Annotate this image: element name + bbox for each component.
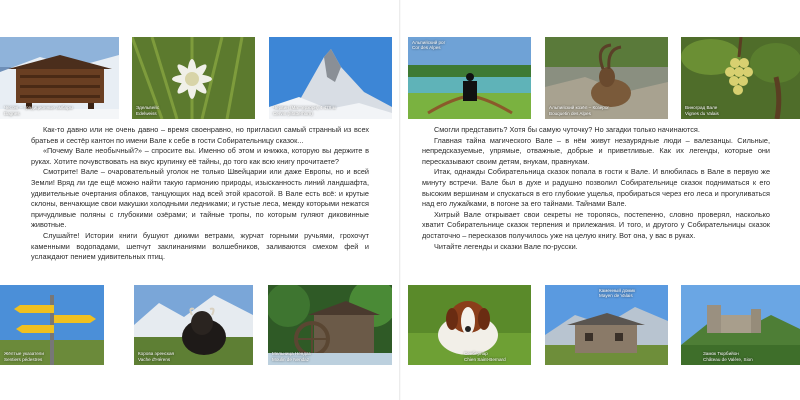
right-paragraph: Читайте легенды и сказки Вале по-русски.: [434, 241, 578, 251]
photo-matterhorn-caption: Червин (Маттерхорн) 4 478 м Cervin (Matterhorn): [273, 105, 336, 116]
page-gutter: [399, 0, 401, 400]
photo-alphorn: [408, 37, 531, 119]
right-paragraph: Итак, однажды Собирательница сказок попала в гости к Вале. И влюбилась в Вале в первую же минуту встречи. Вале был в духе и радушно позволил Собирательнице сказок подниматься к его высоким вершинам и спускаться в его глубокие ущелья, пробираться через его леса и прогуливаться над его лужайками, в погоне за его тайнами. Тайнами Вале.: [422, 167, 770, 209]
right-paragraph: Смогли представить? Хотя бы самую чуточку? Но загадки только начинаются.: [434, 125, 700, 134]
photo-signpost-caption: Жёлтые указатели Sentiers pédestres: [4, 351, 44, 362]
left-paragraph: Смотрите! Вале – очаровательный уголок не только Швейцарии или даже Европы, но и всей Земли! Вряд ли где ещё можно найти такую гармонию природы, изысканность линий ландшафта, удивительные очертания облаков, танцующих над всей этой красотой. В Вале есть всё: и крутые склоны, венчающие свои макушки холодными ледниками; и густые леса, между которыми нежатся причудливые поляны с глубокими озёрами; и тайные тропы, по которым гуляют диковинные животные.: [31, 167, 369, 230]
photo-ibex: [545, 37, 668, 119]
photo-mill: [268, 285, 392, 365]
photo-stone-house-caption: Каменный домик Mayen de Valais: [599, 288, 636, 299]
photo-mill-caption: Мельница Нендаз Moulin de Nendaz: [272, 351, 311, 362]
photo-cow: [134, 285, 253, 365]
photo-castle: [681, 285, 800, 365]
photo-chalet: [0, 37, 119, 119]
left-page-text: [31, 125, 369, 263]
photo-signpost: [0, 285, 104, 365]
photo-edelweiss-caption: Эдельвейс Edelweiss: [136, 105, 160, 116]
photo-grapes-caption: Виноград Вале Vignes du Valais: [685, 105, 719, 116]
photo-stone-house: [545, 285, 668, 365]
photo-castle-caption: Замок Тюрбийон Château de Valère, Sion: [703, 351, 753, 362]
right-paragraph: Главная тайна магического Вале – в нём живут незаурядные люди – валезанцы. Сильные, непредсказуемые, упрямые, отважные, добрые и приветливые. Как их легенды, которые они пересказывают своим детям, внукам, правнукам.: [422, 135, 770, 166]
right-paragraph: Хитрый Вале открывает свои секреты не торопясь, постепенно, словно проверял, насколько хватит Собирательнице сказок терпения и прилежания. И того, и другого у Собирательницы сказок достаточно – пересказов получилось уже на целую книгу. Вот она, у вас в руках.: [422, 209, 770, 240]
photo-chalet-caption: Чесонг – традиционные амбары Bagnes: [4, 105, 73, 116]
photo-saint-bernard: [408, 285, 531, 365]
photo-edelweiss: [132, 37, 255, 119]
left-paragraph: Слушайте! Истории книги бушуют дикими ветрами, журчат горными ручьями, грохочут каменными водопадами, шепчут заклинаниями волшебников, заливаются смехом фей и услаждают пением удивительных птиц.: [31, 230, 369, 262]
left-paragraph: «Почему Вале необычный?» – спросите вы. Именно об этом и книжка, которую вы держите в руках. Хотите почувствовать на вкус крупинку её тайны, до того как всю книгу прочитаете?: [31, 146, 369, 166]
left-paragraph: Как-то давно или не очень давно – время своенравно, но пригласил самый странный из всех братьев и сестёр кантон по имени Вале к себе в гости Собирательницу сказок...: [31, 125, 369, 145]
right-page-text: [422, 125, 770, 252]
photo-alphorn-caption: Альпийский рог Cor des Alpes: [412, 40, 446, 51]
photo-matterhorn: [269, 37, 392, 119]
photo-grapes: [681, 37, 800, 119]
photo-saint-bernard-caption: Сенбернар Chien Saint-Bernard: [464, 351, 506, 362]
photo-cow-caption: Корова эренская Vache d'Hérens: [138, 351, 175, 362]
photo-ibex-caption: Альпийский козёл – Козерог Bouquetin des Alpes: [549, 105, 610, 116]
